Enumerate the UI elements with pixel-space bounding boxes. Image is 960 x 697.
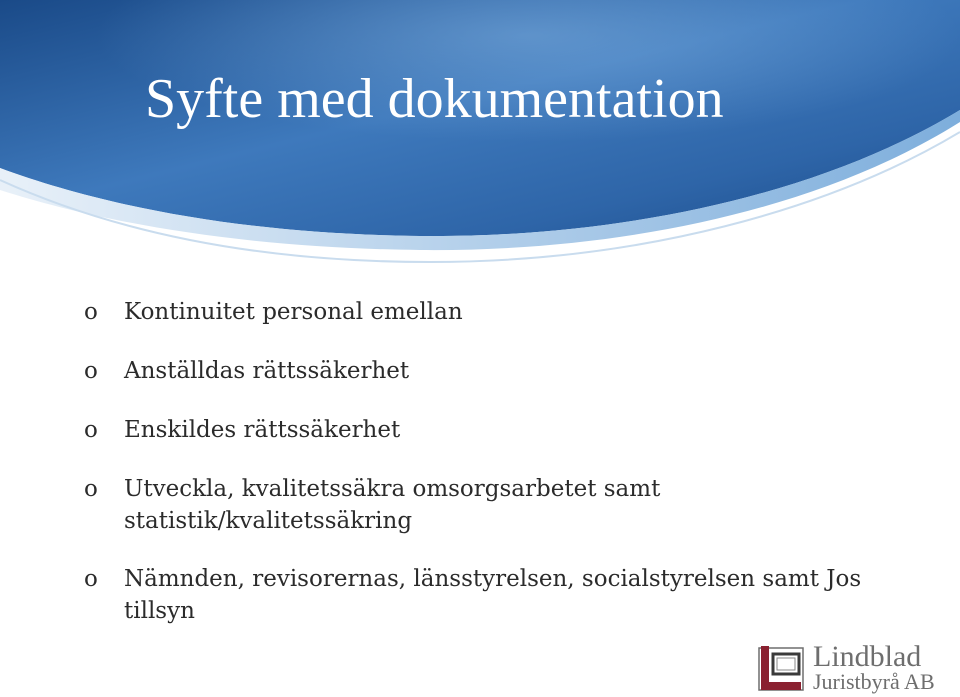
bullet-text: Utveckla, kvalitetssäkra omsorgsarbetet samt statistik/kvalitetssäkring <box>124 476 661 534</box>
logo-subtitle: Juristbyrå AB <box>813 669 935 694</box>
slide-title: Syfte med dokumentation <box>145 68 724 130</box>
bullet-text: Kontinuitet personal emellan <box>124 299 463 325</box>
company-logo <box>757 640 937 694</box>
list-item <box>84 473 884 537</box>
bullet-list <box>84 296 884 627</box>
bullet-marker: o <box>84 358 98 384</box>
logo-mark-icon <box>757 644 807 694</box>
bullet-marker: o <box>84 417 98 443</box>
bullet-text: Nämnden, revisorernas, länsstyrelsen, socialstyrelsen samt Jos tillsyn <box>124 566 862 624</box>
bullet-text: Enskildes rättssäkerhet <box>124 417 401 443</box>
list-item <box>84 414 884 446</box>
list-item <box>84 355 884 387</box>
bullet-marker: o <box>84 299 98 325</box>
bullet-marker: o <box>84 566 98 592</box>
list-item <box>84 563 884 627</box>
list-item <box>84 296 884 328</box>
bullet-marker: o <box>84 476 98 502</box>
logo-name: Lindblad <box>813 640 922 673</box>
bullet-text: Anställdas rättssäkerhet <box>124 358 410 384</box>
